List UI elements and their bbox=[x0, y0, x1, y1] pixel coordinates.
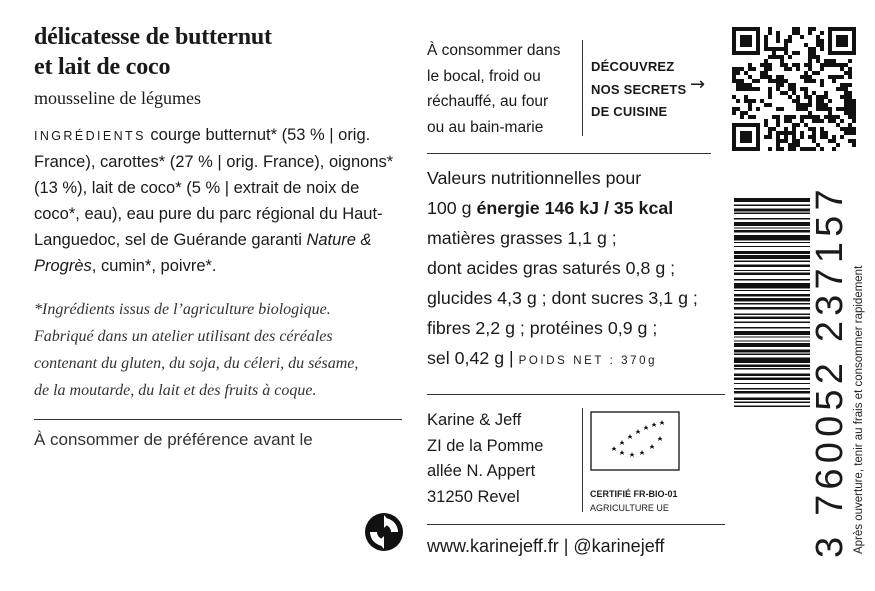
product-title-line1: délicatesse de butternut bbox=[34, 24, 272, 50]
discover-line: DÉCOUVREZ bbox=[591, 59, 675, 74]
discover-line: DE CUISINE bbox=[591, 104, 668, 119]
discover-recipes-callout bbox=[591, 56, 701, 124]
nutrition-energy: énergie 146 kJ / 35 kcal bbox=[476, 198, 674, 218]
barcode-number bbox=[809, 184, 851, 558]
divider bbox=[427, 524, 725, 525]
product-title bbox=[34, 22, 394, 82]
product-subtitle: mousseline de légumes bbox=[34, 88, 201, 108]
barcode bbox=[734, 196, 810, 556]
net-weight: POIDS NET : 370g bbox=[518, 355, 658, 367]
footnote-line: contenant du gluten, du soja, du céleri, du sésame, bbox=[34, 355, 359, 372]
consume-line: réchauffé, au four bbox=[427, 93, 549, 110]
address-line: allée N. Appert bbox=[427, 462, 536, 480]
ingredients-block bbox=[34, 122, 394, 279]
divider bbox=[582, 40, 583, 136]
address-line: 31250 Revel bbox=[427, 487, 520, 506]
ingredients-text: courge butternut* (53 % | orig. France), carottes* (27 % | orig. France), oignons* (13 %), lait de coco* (5 % | extrait de noix de coco*, eau), eau pure du parc régional du Haut-Languedoc, sel de Guérande garanti bbox=[34, 126, 394, 249]
divider bbox=[427, 394, 725, 395]
best-before-text: À consommer de préférence avant le bbox=[34, 430, 313, 449]
nutrition-fibre-protein: fibres 2,2 g ; protéines 0,9 g ; bbox=[427, 318, 658, 338]
nutrition-separator: | bbox=[504, 348, 519, 368]
nutrition-per: 100 g bbox=[427, 198, 477, 218]
discover-line: NOS SECRETS bbox=[591, 81, 687, 97]
nutrition-sat-fat: dont acides gras saturés 0,8 g ; bbox=[427, 258, 676, 278]
consumption-instructions bbox=[427, 38, 577, 140]
certification-origin: AGRICULTURE UE bbox=[590, 503, 669, 513]
nutrition-salt-row bbox=[427, 343, 727, 376]
nutrition-fat: matières grasses 1,1 g ; bbox=[427, 228, 617, 248]
arrow-right-icon: → bbox=[690, 74, 706, 95]
divider bbox=[34, 419, 402, 420]
nutrition-salt: sel 0,42 g bbox=[427, 348, 505, 368]
divider bbox=[582, 408, 583, 512]
ingredients-label: INGRÉDIENTS bbox=[34, 129, 146, 143]
organic-certification bbox=[590, 487, 678, 515]
green-dot-icon bbox=[364, 512, 404, 552]
storage-note-text: Après ouverture, tenir au frais et consommer rapidement bbox=[853, 265, 865, 554]
nutrition-energy-row bbox=[427, 193, 727, 223]
website-and-social: www.karinejeff.fr | @karinejeff bbox=[427, 536, 665, 556]
address-line: Karine & Jeff bbox=[427, 411, 522, 429]
nutrition-heading: Valeurs nutritionnelles pour bbox=[427, 168, 642, 188]
product-title-line2: et lait de coco bbox=[34, 54, 171, 80]
allergen-footnote bbox=[34, 296, 394, 404]
nutrition-facts bbox=[427, 163, 727, 376]
consume-line: À consommer dans bbox=[427, 42, 561, 59]
certification-code: CERTIFIÉ FR-BIO-01 bbox=[590, 489, 678, 499]
nutrition-carbs: glucides 4,3 g ; dont sucres 3,1 g ; bbox=[427, 288, 698, 308]
footnote-line: Fabriqué dans un atelier utilisant des céréales bbox=[34, 328, 333, 345]
qr-code-icon bbox=[732, 27, 856, 151]
barcode-number-text: 3 760052 237157 bbox=[809, 184, 851, 558]
footnote-line: de la moutarde, du lait et des fruits à coque. bbox=[34, 382, 317, 399]
address-line: ZI de la Pomme bbox=[427, 436, 544, 455]
ingredients-label-italic: Nature & Progrès bbox=[34, 231, 372, 275]
footnote-line: *Ingrédients issus de l’agriculture biologique. bbox=[34, 301, 331, 318]
storage-note bbox=[850, 140, 870, 560]
consume-line: le bocal, froid ou bbox=[427, 67, 541, 85]
ingredients-text-end: , cumin*, poivre*. bbox=[91, 257, 217, 275]
eu-organic-leaf-icon bbox=[590, 411, 680, 471]
producer-address bbox=[427, 408, 577, 510]
consume-line: ou au bain-marie bbox=[427, 118, 544, 136]
divider bbox=[427, 153, 711, 154]
